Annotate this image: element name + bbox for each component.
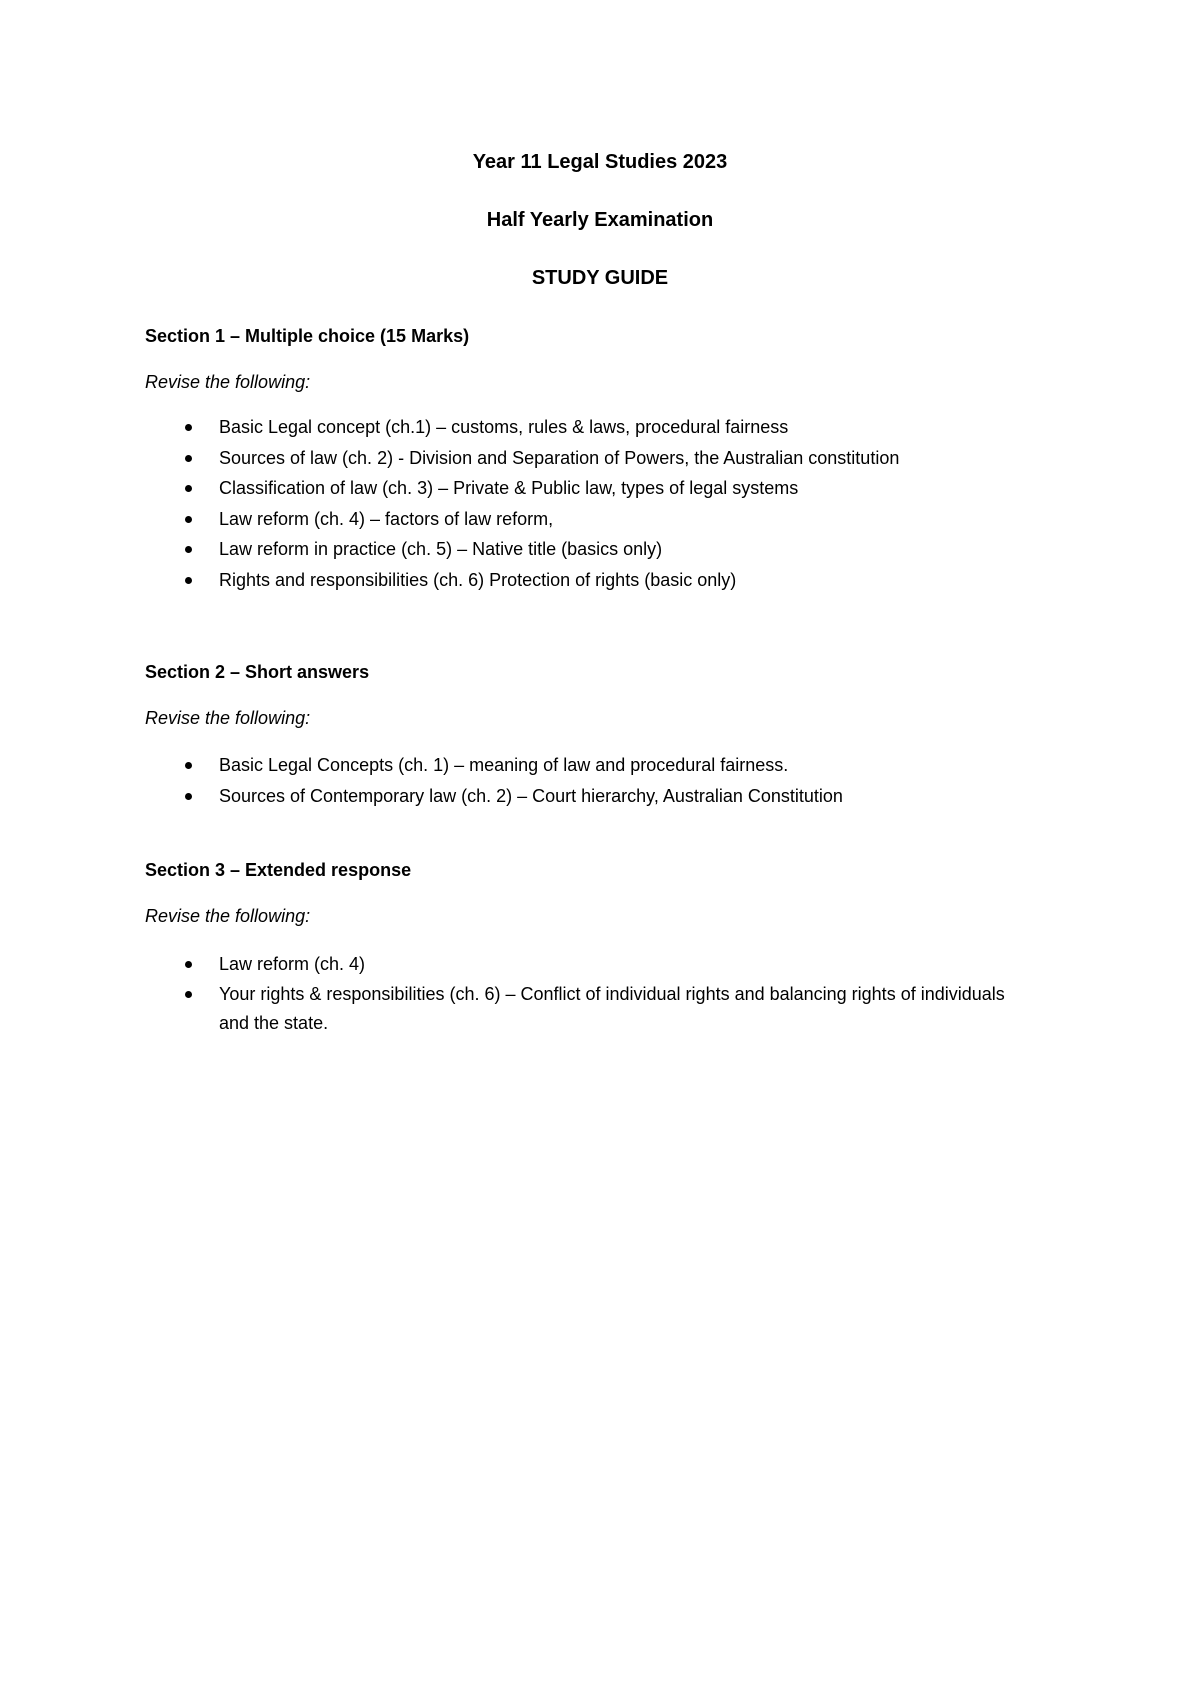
section-2-list — [0, 750, 1200, 811]
list-item: Basic Legal Concepts (ch. 1) – meaning of law and procedural fairness. — [0, 750, 1039, 781]
section-1-heading: Section 1 – Multiple choice (15 Marks) — [145, 326, 470, 346]
section-3-list — [0, 949, 1200, 1038]
bullet-icon — [185, 762, 192, 769]
list-item: Law reform (ch. 4) — [0, 949, 1039, 980]
list-item: Law reform in practice (ch. 5) – Native title (basics only) — [0, 534, 1039, 565]
list-item: Your rights & responsibilities (ch. 6) – Conflict of individual rights and balancing rights of individuals and the state. — [0, 980, 1039, 1038]
bullet-icon — [185, 793, 192, 800]
document-title: Year 11 Legal Studies 2023 — [472, 151, 728, 173]
list-item: Classification of law (ch. 3) – Private & Public law, types of legal systems — [0, 473, 1039, 504]
bullet-icon — [185, 961, 192, 968]
list-item: Rights and responsibilities (ch. 6) Protection of rights (basic only) — [0, 565, 1039, 596]
bullet-icon — [185, 991, 192, 998]
section-2-heading: Section 2 – Short answers — [145, 662, 370, 682]
section-3-revise-label: Revise the following: — [145, 906, 311, 926]
bullet-icon — [185, 516, 192, 523]
study-guide-title: STUDY GUIDE — [531, 267, 669, 289]
section-2-revise-label: Revise the following: — [145, 708, 311, 728]
list-item: Sources of law (ch. 2) - Division and Separation of Powers, the Australian constitution — [0, 443, 1039, 474]
section-1-revise-label: Revise the following: — [145, 372, 311, 392]
bullet-icon — [185, 485, 192, 492]
bullet-icon — [185, 455, 192, 462]
bullet-icon — [185, 577, 192, 584]
section-1-list — [0, 412, 1200, 596]
list-item: Basic Legal concept (ch.1) – customs, rules & laws, procedural fairness — [0, 412, 1039, 443]
list-item: Sources of Contemporary law (ch. 2) – Court hierarchy, Australian Constitution — [0, 781, 1039, 812]
list-item: Law reform (ch. 4) – factors of law reform, — [0, 504, 1039, 535]
bullet-icon — [185, 546, 192, 553]
bullet-icon — [185, 424, 192, 431]
exam-title: Half Yearly Examination — [486, 209, 714, 231]
section-3-heading: Section 3 – Extended response — [145, 860, 412, 880]
